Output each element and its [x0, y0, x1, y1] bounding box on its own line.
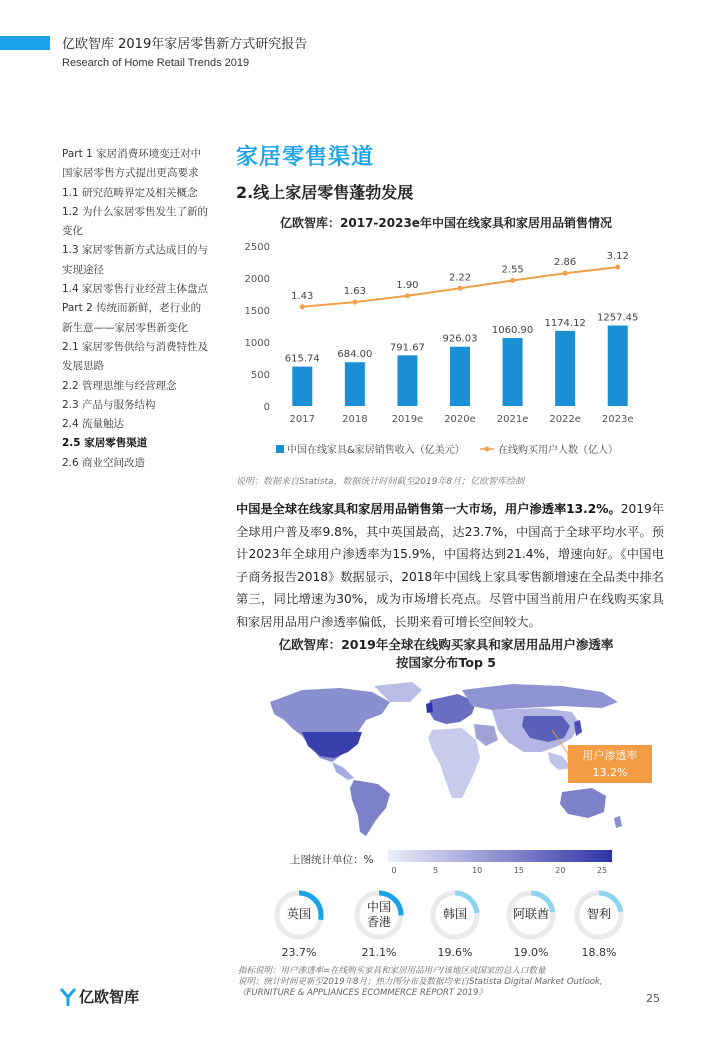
line-point — [563, 271, 568, 276]
map-title — [236, 636, 656, 672]
scale-tick-label: 10 — [472, 866, 483, 875]
top5-countries — [272, 888, 652, 968]
line-value-label: 2.55 — [501, 264, 524, 276]
toc-item[interactable]: 2.1 家居零售供给与消费特性及 — [62, 340, 209, 353]
line-point — [300, 304, 305, 309]
scale-tick-label: 0 — [391, 866, 397, 875]
bar — [503, 338, 523, 406]
toc-item[interactable]: 发展思路 — [62, 360, 104, 373]
country-name: 阿联酋 — [512, 907, 549, 921]
header-accent-bar — [0, 36, 50, 50]
line-point — [352, 300, 357, 305]
map-africa — [428, 728, 480, 798]
country-name: 智利 — [586, 907, 611, 921]
line-value-label: 2.22 — [448, 272, 472, 284]
y-tick-label: 1000 — [244, 338, 270, 349]
logo-text: 亿欧智库 — [79, 988, 140, 1006]
section-subtitle: 2.线上家居零售蓬勃发展 — [236, 183, 414, 202]
bar — [555, 331, 575, 406]
toc-item[interactable]: 2.4 流量触达 — [62, 418, 125, 431]
toc-item[interactable]: 2.5 家居零售渠道 — [62, 437, 148, 450]
line-value-label: 1.63 — [343, 286, 366, 298]
y-tick-label: 1500 — [244, 306, 270, 317]
line-value-label: 1.43 — [291, 290, 314, 302]
toc-item[interactable]: 2.2 管理思维与经营理念 — [62, 379, 177, 392]
paragraph-text: 2019年全球用户普及率9.8%，其中英国最高，达23.7%，中国高于全球平均水平。预计2023年全球用户渗透率为15.9%，中国将达到21.4%，增速向好。《中国电子商务报告2018》数据显示，2018年中国线上家具零售额增速在全品类中排名第三，同比增速为30%，成为市场增长亮点。尽管中国当前用户在线购买家具和家居用品用户渗透率偏低，长期来看可增长空间较大。 — [236, 502, 664, 629]
x-tick-label: 2021e — [496, 414, 529, 425]
line-point — [510, 278, 515, 283]
legend-bar-swatch — [276, 445, 284, 453]
map-australia — [560, 788, 606, 818]
footnote — [238, 966, 658, 999]
country-name: 英国 — [286, 907, 311, 921]
bar — [292, 367, 312, 406]
toc-item[interactable]: Part 1 家居消费环境变迁对中 — [62, 148, 202, 160]
map-color-scale — [388, 850, 612, 862]
map-japan-korea — [574, 720, 582, 736]
map-south-america — [350, 780, 390, 836]
legend-line-label: 在线购买用户人数（亿人） — [498, 445, 618, 456]
bar-value-label: 1257.45 — [597, 312, 639, 324]
country-penetration: 18.8% — [581, 946, 617, 959]
report-title: 亿欧智库 2019年家居零售新方式研究报告 — [62, 37, 308, 52]
bar-value-label: 926.03 — [442, 333, 478, 345]
report-subtitle: Research of Home Retail Trends 2019 — [62, 57, 250, 69]
section-title: 家居零售渠道 — [236, 145, 375, 170]
y-tick-label: 0 — [263, 402, 270, 413]
paragraph-highlight: 中国是全球在线家具和家居用品销售第一大市场，用户渗透率13.2%。 — [236, 502, 621, 516]
toc-item[interactable]: Part 2 传统而新鲜，老行业的 — [62, 302, 202, 315]
scale-tick-label: 15 — [513, 866, 524, 875]
china-penetration-callout — [568, 745, 652, 783]
top5-country-donut — [504, 888, 558, 959]
map-unit-label: 上图统计单位：% — [290, 854, 374, 866]
brand-logo — [60, 986, 139, 1007]
toc-item[interactable]: 1.2 为什么家居零售发生了新的 — [62, 205, 209, 218]
y-tick-label: 2000 — [244, 274, 270, 285]
footnote-line1: 指标说明：用户渗透率=在线购买家具和家居用品用户/该地区或国家的总人口数量 — [238, 966, 546, 976]
x-tick-label: 2019e — [391, 414, 424, 425]
bar-value-label: 1174.12 — [544, 317, 586, 329]
chart-title: 亿欧智库：2017-2023e年中国在线家具和家居用品销售情况 — [280, 216, 612, 230]
country-penetration: 21.1% — [361, 946, 397, 959]
page-number: 25 — [646, 992, 660, 1005]
country-penetration: 19.0% — [513, 946, 549, 959]
bar-value-label: 1060.90 — [491, 325, 534, 337]
table-of-contents — [62, 145, 222, 473]
sales-chart — [236, 232, 656, 472]
top5-country-donut — [352, 888, 406, 959]
chart-source-note: 说明：数据来自Statista，数据统计时间截至2019年8月；亿欧智库绘制 — [236, 477, 525, 487]
map-new-zealand — [614, 816, 622, 828]
toc-item[interactable]: 变化 — [62, 225, 83, 238]
callout-label: 用户渗透率 — [582, 749, 638, 762]
bar — [608, 326, 628, 406]
top5-country-donut — [428, 888, 482, 959]
toc-item[interactable]: 新生意——家居零售新变化 — [62, 321, 188, 334]
line-value-label: 3.12 — [606, 251, 629, 263]
toc-item[interactable]: 1.3 家居零售新方式达成目的与 — [62, 244, 209, 257]
bar — [450, 347, 470, 406]
line-value-label: 2.86 — [554, 257, 577, 269]
top5-country-donut — [572, 888, 626, 959]
toc-item[interactable]: 2.3 产品与服务结构 — [62, 398, 156, 411]
map-title-line2: 按国家分布Top 5 — [396, 655, 496, 670]
scale-tick-label: 5 — [433, 866, 439, 875]
y-tick-label: 2500 — [244, 242, 270, 253]
country-penetration: 19.6% — [437, 946, 473, 959]
bar — [345, 362, 365, 406]
body-paragraph — [236, 498, 664, 633]
map-russia — [462, 684, 618, 710]
top5-country-donut — [272, 888, 326, 959]
footnote-line3: 《FURNITURE & APPLIANCES ECOMMERCE REPORT 2019》 — [238, 988, 487, 998]
scale-tick-label: 20 — [555, 866, 566, 875]
toc-item[interactable]: 国家居零售方式提出更高要求 — [62, 167, 199, 180]
x-tick-label: 2022e — [549, 414, 581, 425]
toc-item[interactable]: 1.4 家居零售行业经营主体盘点 — [62, 283, 209, 296]
map-title-line1: 亿欧智库：2019年全球在线购买家具和家居用品用户渗透率 — [278, 637, 614, 652]
toc-item[interactable]: 2.6 商业空间改造 — [62, 456, 146, 469]
legend-bar-label: 中国在线家具&家居销售收入（亿美元） — [287, 445, 465, 456]
map-uk — [426, 702, 433, 713]
line-point — [458, 286, 463, 291]
bar — [397, 355, 417, 406]
map-middle-east — [474, 724, 498, 746]
bar-value-label: 615.74 — [284, 353, 320, 365]
line-point — [405, 293, 410, 298]
callout-value: 13.2% — [592, 766, 628, 779]
toc-item[interactable]: 1.1 研究范畴界定及相关概念 — [62, 186, 198, 199]
x-tick-label: 2017 — [289, 414, 316, 425]
country-penetration: 23.7% — [281, 946, 317, 959]
bar-value-label: 684.00 — [337, 349, 373, 361]
map-usa — [302, 732, 362, 758]
x-tick-label: 2020e — [444, 414, 476, 425]
toc-item[interactable]: 实现途径 — [62, 263, 104, 276]
country-name: 中国 香港 — [366, 900, 391, 929]
country-name: 韩国 — [442, 907, 467, 921]
line-point — [615, 265, 620, 270]
legend-line-dot — [485, 447, 490, 452]
x-tick-label: 2018 — [342, 414, 368, 425]
y-tick-label: 500 — [250, 370, 270, 381]
line-value-label: 1.90 — [396, 279, 419, 291]
bar-value-label: 791.67 — [389, 342, 425, 354]
x-tick-label: 2023e — [601, 414, 634, 425]
scale-tick-label: 25 — [596, 866, 608, 875]
logo-icon — [60, 987, 76, 1007]
footnote-line2: 说明：统计时间更新至2019年8月；热力图分布及数据均来自Statista Digital Market Outlook, — [238, 977, 603, 987]
map-central-america — [332, 762, 354, 780]
